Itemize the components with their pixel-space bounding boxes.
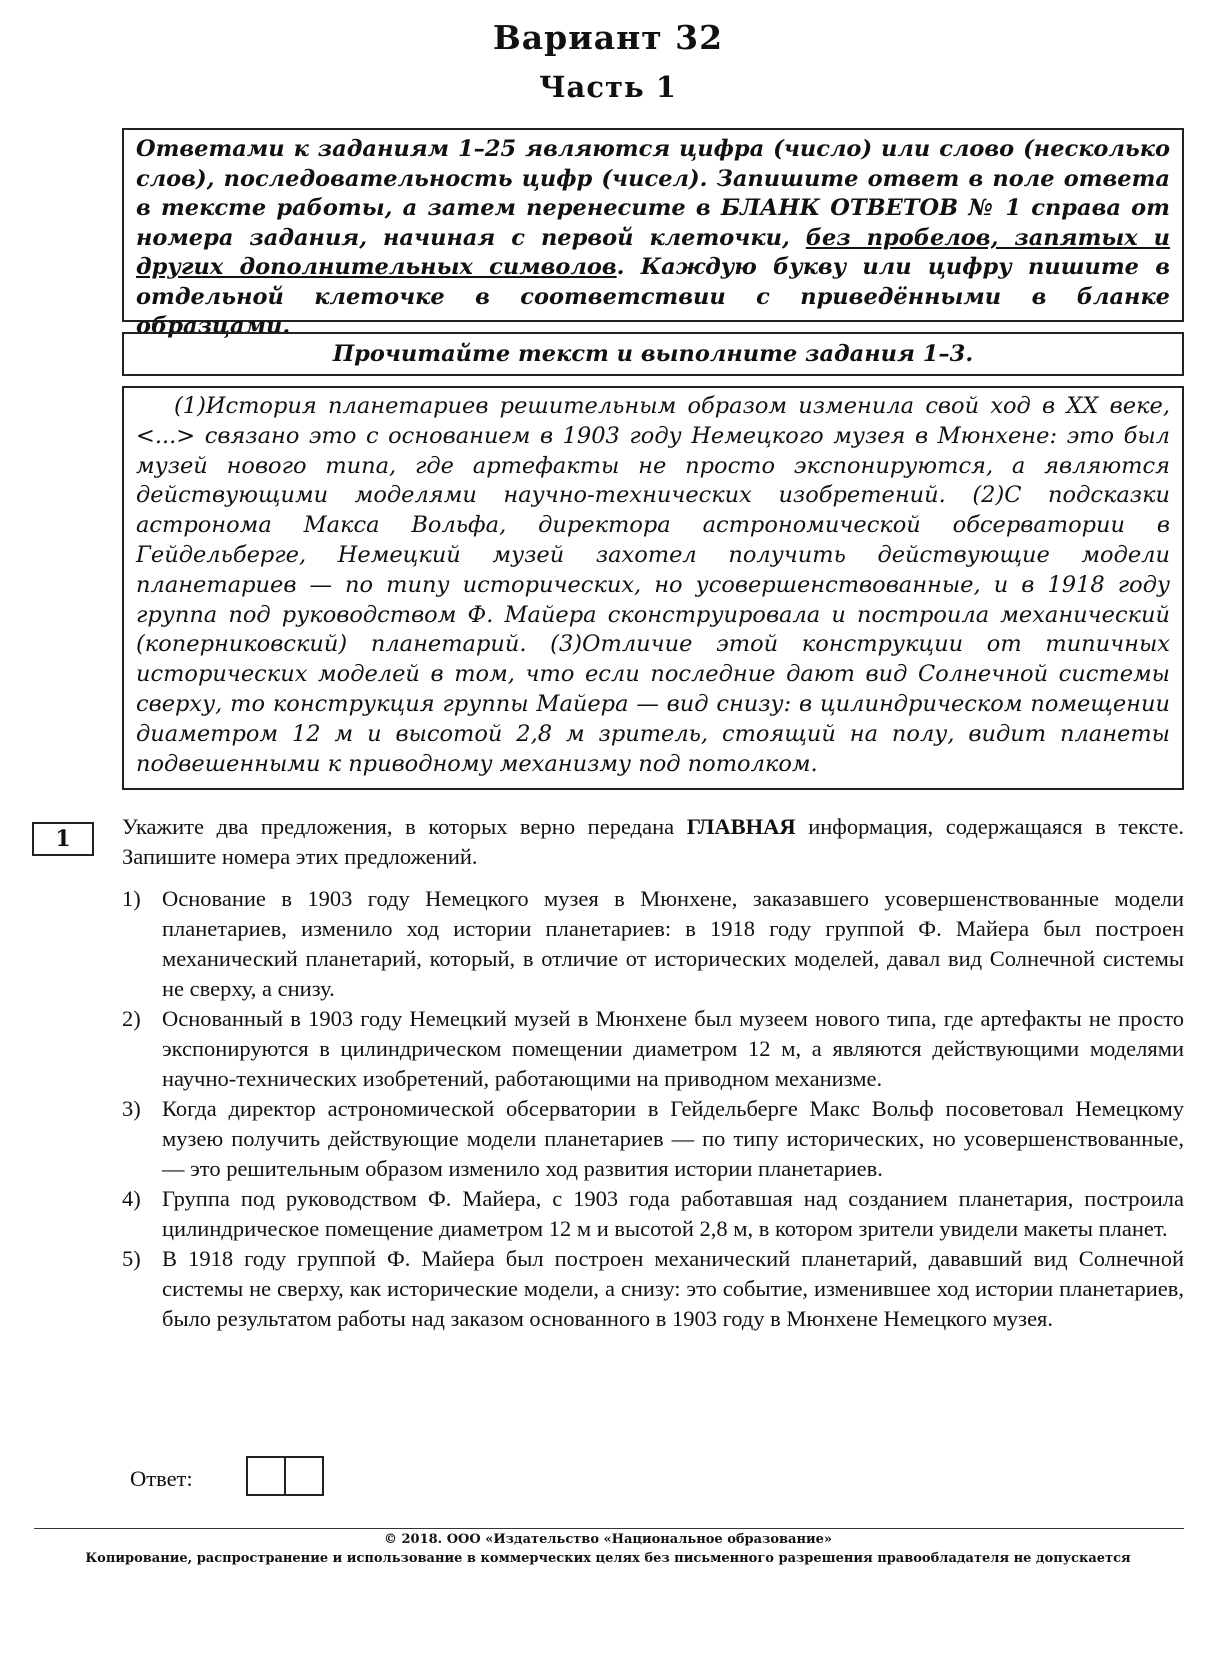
option-number: 1) <box>122 886 141 911</box>
instructions-text: Ответами к заданиям 1–25 являются цифра (число) или слово (несколько слов), последовательность цифр (чисел). Запишите ответ в поле ответа в тексте работы, а затем перенесите в БЛАНК ОТВЕТОВ № 1 справа от номера задания, начиная с первой клеточки, <box>136 136 1170 251</box>
answer-cell-2[interactable] <box>284 1456 324 1496</box>
passage-box <box>122 386 1184 790</box>
task-question <box>122 812 1184 872</box>
option-2 <box>122 1004 1184 1094</box>
option-text: В 1918 году группой Ф. Майера был построен механический планетарий, дававший вид Солнечной системы не сверху, как исторические модели, а снизу: это событие, изменившее ход истории планетариев, было результатом работы над заказом основанного в 1903 году в Мюнхене Немецкого музея. <box>162 1246 1184 1331</box>
option-3 <box>122 1094 1184 1184</box>
option-number: 4) <box>122 1186 141 1211</box>
option-text: Группа под руководством Ф. Майера, с 1903 года работавшая над созданием планетария, построила цилиндрическое помещение диаметром 12 м и высотой 2,8 м, в котором зрители увидели макеты планет. <box>162 1186 1184 1241</box>
instructions-text-end: . Каждую букву или цифру пишите в отдельной клеточке в соответствии с приведёнными в бланке образцами. <box>136 254 1170 339</box>
task-number: 1 <box>32 822 94 856</box>
instructions-underlined: без пробелов, запятых и других дополнительных символов <box>136 224 1171 280</box>
option-5 <box>122 1244 1184 1334</box>
page-title: Вариант 32 <box>492 18 724 57</box>
read-prompt: Прочитайте текст и выполните задания 1–3. <box>122 332 1184 376</box>
instructions-box <box>122 128 1184 339</box>
answer-options <box>122 884 1184 1334</box>
question-emphasis: ГЛАВНАЯ <box>686 814 796 839</box>
option-text: Когда директор астрономической обсерватории в Гейдельберге Макс Вольф посоветовал Немецкому музею получить действующие модели планетариев — по типу исторических, но усовершенствованные, — это решительным образом изменило ход развития истории планетариев. <box>162 1096 1184 1181</box>
option-text: Основание в 1903 году Немецкого музея в Мюнхене, заказавшего усовершенствованные модели планетариев, изменило ход истории планетариев: в 1918 году группой Ф. Майера был построен механический планетарий, который, в отличие от исторических моделей, давал вид Солнечной системы не сверху, а снизу. <box>162 886 1184 1001</box>
option-text: Основанный в 1903 году Немецкий музей в Мюнхене был музеем нового типа, где артефакты не просто экспонируются в цилиндрическом помещении диаметром 12 м, а являются действующими моделями научно-технических изобретений, работающими на приводном механизме. <box>162 1006 1184 1091</box>
option-4 <box>122 1184 1184 1244</box>
answer-label: Ответ: <box>130 1466 193 1491</box>
option-1 <box>122 884 1184 1004</box>
option-number: 5) <box>122 1246 141 1271</box>
question-text: Укажите два предложения, в которых верно передана <box>122 814 687 839</box>
part-title: Часть 1 <box>539 70 677 104</box>
option-number: 3) <box>122 1096 141 1121</box>
footer-copyright: © 2018. ООО «Издательство «Национальное образование» <box>383 1532 833 1547</box>
footer-notice: Копирование, распространение и использование в коммерческих целях без письменного разрешения правообладателя не допускается <box>85 1551 1131 1566</box>
passage-text: (1)История планетариев решительным образом изменила свой ход в XX веке, <...> связано это с основанием в 1903 году Немецкого музея в Мюнхене: это был музей нового типа, где артефакты не просто экспонируются, а являются действующими моделями научно-технических изобретений. (2)С подсказки астронома Макса Вольфа, директора астрономической обсерватории в Гейдельберге, Немецкий музей захотел получить действующие модели планетариев — по типу исторических, но усовершенствованные, и в 1918 году группа под руководством Ф. Майера сконструировала и построила механический (коперниковский) планетарий. (3)Отличие этой конструкции от типичных исторических моделей в том, что если последние дают вид Солнечной системы сверху, то конструкция группы Майера — вид снизу: в цилиндрическом помещении диаметром 12 м и высотой 2,8 м зритель, стоящий на полу, видит планеты подвешенными к приводному механизму под потолком. <box>136 393 1170 777</box>
question-text-end: информация, содержащаяся в тексте. Запишите номера этих предложений. <box>122 814 1184 869</box>
answer-cell-1[interactable] <box>246 1456 286 1496</box>
footer-divider <box>34 1528 1184 1529</box>
option-number: 2) <box>122 1006 141 1031</box>
